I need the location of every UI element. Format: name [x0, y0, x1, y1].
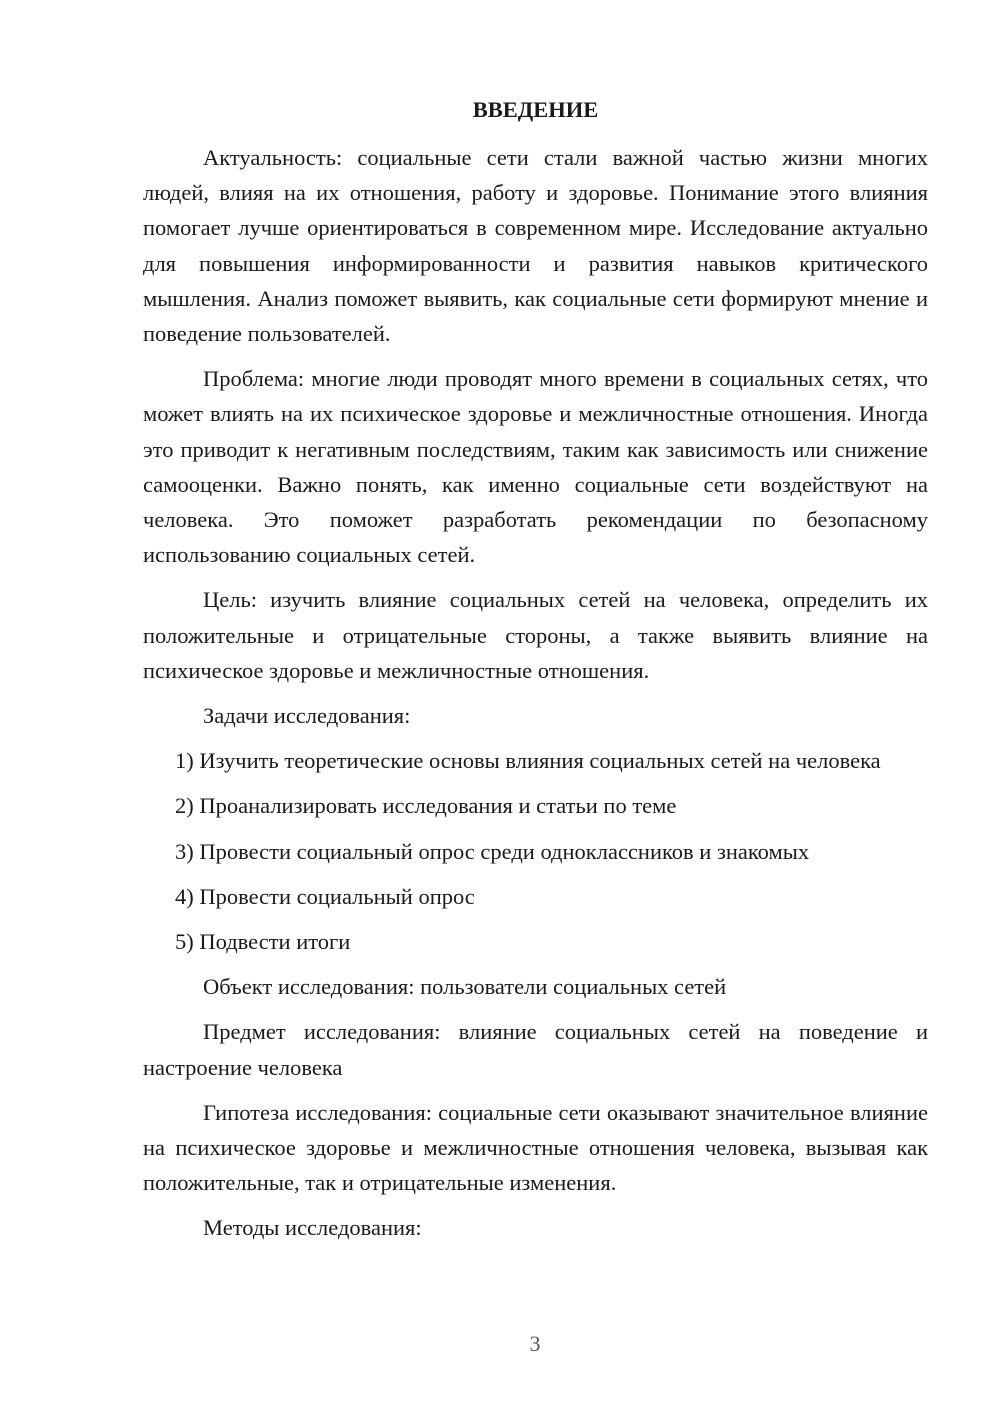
page-number: 3	[529, 1331, 541, 1356]
task-item-2: 2) Проанализировать исследования и статьи по теме	[175, 793, 677, 819]
subject-paragraph: Предмет исследования: влияние социальных сетей на поведение и настроение человека	[143, 1019, 928, 1080]
task-item-1: 1) Изучить теоретические основы влияния социальных сетей на человека	[175, 748, 881, 774]
section-title: ВВЕДЕНИЕ	[472, 97, 599, 122]
tasks-heading: Задачи исследования:	[203, 703, 411, 729]
methods-heading: Методы исследования:	[203, 1215, 422, 1241]
task-item-3: 3) Провести социальный опрос среди одноклассников и знакомых	[175, 838, 810, 864]
task-item-4: 4) Провести социальный опрос	[175, 883, 475, 909]
problem-paragraph: Проблема: многие люди проводят много времени в социальных сетях, что может влиять на их психическое здоровье и межличностные отношения. Иногда это приводит к негативным последствиям, таким как зависимость или снижение самооценки. Важно понять, как именно социальные сети воздействуют на человека. Это поможет разработать рекомендации по безопасному использованию социальных сетей.	[143, 366, 928, 568]
object-paragraph: Объект исследования: пользователи социальных сетей	[203, 974, 727, 1000]
goal-paragraph: Цель: изучить влияние социальных сетей на человека, определить их положительные и отрицательные стороны, а также выявить влияние на психическое здоровье и межличностные отношения.	[143, 587, 928, 683]
task-item-5: 5) Подвести итоги	[175, 929, 351, 955]
relevance-paragraph: Актуальность: социальные сети стали важной частью жизни многих людей, влияя на их отношения, работу и здоровье. Понимание этого влияния помогает лучше ориентироваться в современном мире. Исследование актуально для повышения информированности и развития навыков критического мышления. Анализ поможет выявить, как социальные сети формируют мнение и поведение пользователей.	[143, 145, 928, 347]
hypothesis-paragraph: Гипотеза исследования: социальные сети оказывают значительное влияние на психическое здоровье и межличностные отношения человека, вызывая как положительные, так и отрицательные изменения.	[143, 1099, 928, 1196]
document-body	[143, 90, 928, 1256]
